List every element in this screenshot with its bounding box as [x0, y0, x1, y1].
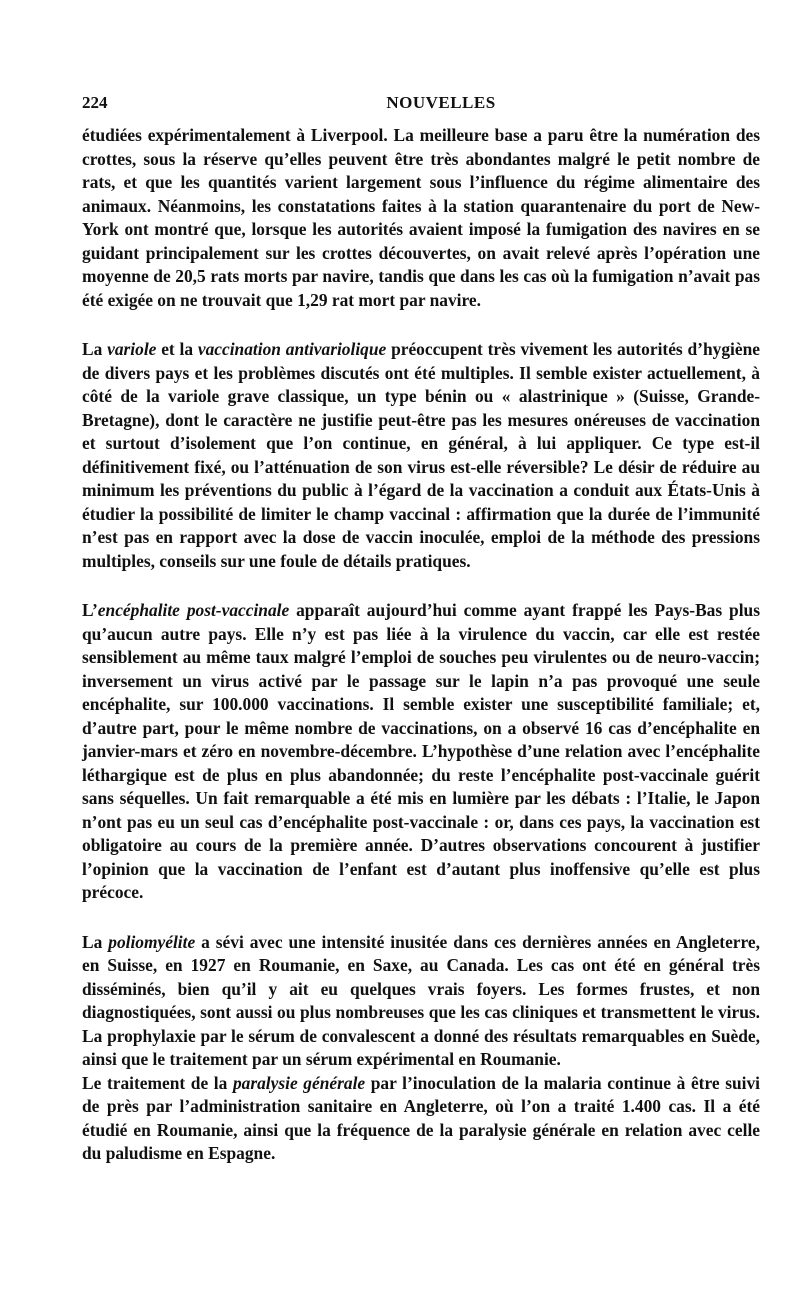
paragraph-text: a sévi avec une intensité inusitée dans ces dernières années en Angleterre, en Suisse, en 1927 en Roumanie, en Saxe, au Canada. Les cas ont été en général très disséminés, bien qu’il y ait eu quelques vrais foyers. Les formes frustes, et non diagnostiquées, sont aussi ou plus nombreuses que les cas cliniques et transmettent le virus. La prophylaxie par le sérum de convalescent a donné des résultats remarquables en Suède, ainsi que le traitement par un sérum expérimental en Roumanie.: [82, 931, 760, 1069]
body-text: [82, 124, 760, 1166]
term-variole: variole: [107, 339, 157, 359]
paragraph-lead: L’: [82, 600, 98, 620]
paragraph-lead: La: [82, 931, 109, 952]
paragraph-poliomyelite: [82, 931, 760, 1072]
paragraph-text: apparaît aujourd’hui comme ayant frappé les Pays-Bas plus qu’aucun autre pays. Elle n’y est pas liée à la virulence du vaccin, car elle est restée sensiblement au même taux malgré l’emploi de souches peu virulentes ou de neuro-vaccin; inversement un virus activé par le passage sur le lapin n’a pas provoqué une seule encéphalite, sur 100.000 vaccinations. Il semble exister une susceptibilité familiale; et, d’autre part, pour le même nombre de vaccinations, on a observé 16 cas d’encéphalite en janvier-mars et zéro en novembre-décembre. L’hypothèse d’une relation avec l’encéphalite léthargique est de plus en plus abandonnée; du reste l’encéphalite post-vaccinale guérit sans séquelles. Un fait remarquable a été mis en lumière par les débats : l’Italie, le Japon n’ont pas eu un seul cas d’encéphalite post-vaccinale : or, dans ces pays, la vaccination est obligatoire au cours de la première année. D’autres observations concourent à justifier l’opinion que la vaccination de l’enfant est d’autant plus inoffensive qu’elle est plus précoce.: [82, 600, 760, 902]
paragraph-middle: et la: [156, 339, 198, 359]
paragraph-encephalite: [82, 599, 760, 905]
term-vaccination-antivariolique: vaccination antivariolique: [197, 339, 387, 359]
paragraph-lead: La: [82, 339, 108, 359]
page-header: [82, 88, 760, 118]
paragraph-rat-fumigation: [82, 124, 760, 312]
paragraph-variole: [82, 338, 760, 573]
paragraph-text: étudiées expérimentalement à Liverpool. La meilleure base a paru être la numération des crottes, sous la réserve qu’elles peuvent être très abondantes malgré le petit nombre de rats, et que les quantités varient largement sous l’influence du régime alimentaire des animaux. Néanmoins, les constatations faites à la station quarantenaire du port de New-York ont montré que, lorsque les autorités avaient imposé la fumigation des navires en se guidant principalement sur les crottes découvertes, on avait relevé après l’opération une moyenne de 20,5 rats morts par navire, tandis que dans les cas où la fumigation n’avait pas été exigée on ne trouvait que 1,29 rat mort par navire.: [82, 125, 760, 310]
term-poliomyelite: poliomyélite: [108, 931, 196, 952]
term-encephalite-post-vaccinale: encéphalite post-vaccinale: [97, 600, 290, 620]
paragraph-text: préoccupent très vivement les autorités d’hygiène de divers pays et les problèmes discutés ont été multiples. Il semble exister actuellement, à côté de la variole grave classique, un type bénin ou « alastrinique » (Suisse, Grande-Bretagne), dont le caractère ne justifie peut-être pas les mesures onéreuses de vaccination et surtout d’isolement que l’on continue, en général, à lui appliquer. Ce type est-il définitivement fixé, ou l’atténuation de son virus est-elle réversible? Le désir de réduire au minimum les préventions du public à l’égard de la vaccination a conduit aux États-Unis à étudier la possibilité de limiter le champ vaccinal : affirmation que la durée de l’immunité n’est pas en rapport avec la dose de vaccin inoculée, emploi de la méthode des pressions multiples, conseils sur une foule de détails pratiques.: [82, 339, 760, 571]
paragraph-text: par l’inoculation de la malaria continue à être suivi de près par l’administration sanitaire en Angleterre, où l’on a traité 1.400 cas. Il a été étudié en Roumanie, ainsi que la fréquence de la paralysie générale en relation avec celle du paludisme en Espagne.: [82, 1072, 761, 1163]
running-head: NOUVELLES: [386, 93, 496, 112]
page-number: 224: [82, 93, 108, 112]
term-paralysie-generale: paralysie générale: [232, 1072, 366, 1093]
paragraph-lead: Le traitement de la: [82, 1072, 233, 1093]
paragraph-paralysie-generale: [82, 1072, 760, 1166]
